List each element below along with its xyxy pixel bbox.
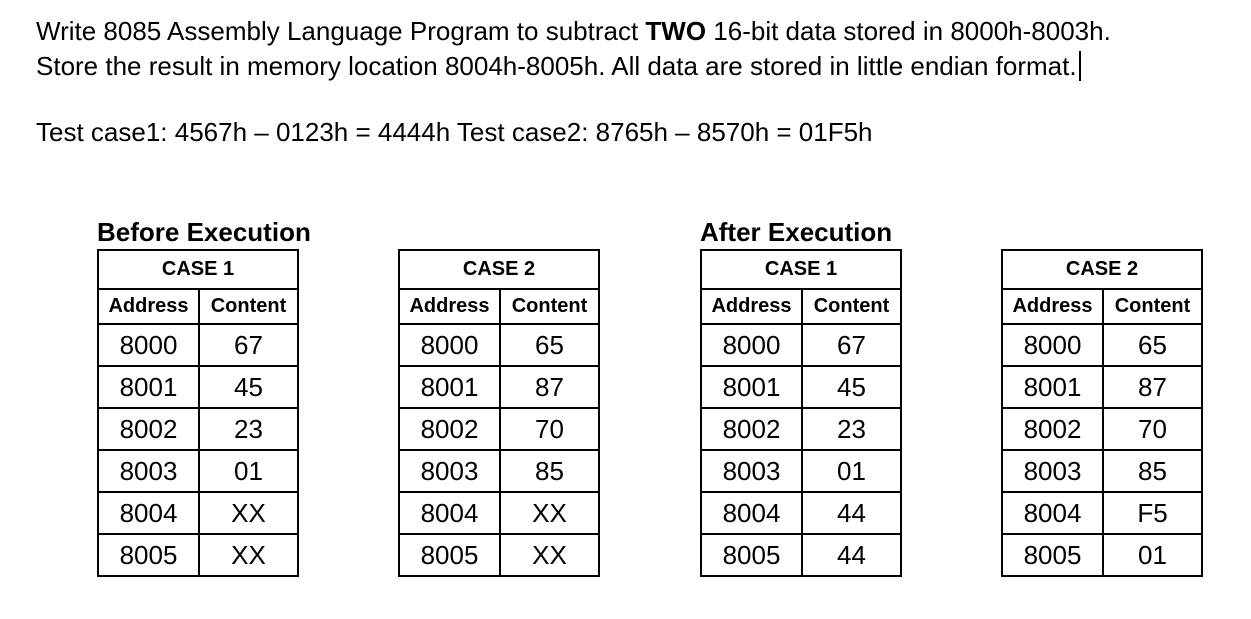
column-header-address: Address [399, 289, 500, 324]
content-cell: 85 [500, 450, 599, 492]
address-cell: 8001 [399, 366, 500, 408]
test-cases-line: Test case1: 4567h – 0123h = 4444h Test case2: 8765h – 8570h = 01F5h [36, 117, 873, 147]
problem-text-before: Write 8085 Assembly Language Program to subtract [36, 16, 646, 46]
address-cell: 8004 [701, 492, 802, 534]
table-row [98, 450, 298, 492]
address-cell: 8003 [98, 450, 199, 492]
table-row [1002, 534, 1202, 576]
address-cell: 8004 [399, 492, 500, 534]
table-row [701, 324, 901, 366]
content-cell: 70 [1103, 408, 1202, 450]
problem-text-emphasis: TWO [645, 16, 707, 46]
table-row [98, 408, 298, 450]
heading-after-execution: After Execution [700, 217, 893, 247]
address-cell: 8002 [701, 408, 802, 450]
table-row [98, 534, 298, 576]
content-cell: 45 [199, 366, 298, 408]
content-cell: 23 [199, 408, 298, 450]
content-cell: 67 [802, 324, 901, 366]
table-row [399, 492, 599, 534]
column-header-address: Address [1002, 289, 1103, 324]
address-cell: 8001 [701, 366, 802, 408]
table-row [399, 324, 599, 366]
table-row [399, 408, 599, 450]
memory-table-before-case-2 [398, 249, 600, 577]
table-row [701, 534, 901, 576]
content-cell: 44 [802, 492, 901, 534]
table-row [1002, 366, 1202, 408]
memory-table-before-case-1 [97, 249, 299, 577]
memory-table-after-case-2 [1001, 249, 1203, 577]
heading-before-execution: Before Execution [97, 217, 311, 247]
content-cell: 45 [802, 366, 901, 408]
address-cell: 8001 [98, 366, 199, 408]
table-case-title: CASE 2 [399, 250, 599, 289]
table-case-title: CASE 1 [98, 250, 298, 289]
table-row [98, 492, 298, 534]
table-row [701, 366, 901, 408]
address-cell: 8000 [98, 324, 199, 366]
table-case-title: CASE 1 [701, 250, 901, 289]
content-cell: XX [199, 492, 298, 534]
table-row [701, 450, 901, 492]
address-cell: 8002 [399, 408, 500, 450]
table-row [1002, 492, 1202, 534]
column-header-address: Address [98, 289, 199, 324]
problem-text-line-2: Store the result in memory location 8004h-8005h. All data are stored in little endian format. [36, 51, 1077, 81]
address-cell: 8002 [1002, 408, 1103, 450]
address-cell: 8005 [98, 534, 199, 576]
content-cell: XX [500, 534, 599, 576]
table-row [98, 366, 298, 408]
content-cell: 23 [802, 408, 901, 450]
address-cell: 8005 [701, 534, 802, 576]
address-cell: 8003 [701, 450, 802, 492]
address-cell: 8005 [1002, 534, 1103, 576]
content-cell: F5 [1103, 492, 1202, 534]
table-row [701, 492, 901, 534]
content-cell: XX [500, 492, 599, 534]
table-row [1002, 450, 1202, 492]
content-cell: 87 [500, 366, 599, 408]
address-cell: 8000 [1002, 324, 1103, 366]
address-cell: 8003 [1002, 450, 1103, 492]
content-cell: 85 [1103, 450, 1202, 492]
address-cell: 8004 [98, 492, 199, 534]
content-cell: 01 [802, 450, 901, 492]
content-cell: 01 [1103, 534, 1202, 576]
address-cell: 8001 [1002, 366, 1103, 408]
column-header-content: Content [199, 289, 298, 324]
content-cell: XX [199, 534, 298, 576]
address-cell: 8000 [399, 324, 500, 366]
content-cell: 87 [1103, 366, 1202, 408]
content-cell: 65 [1103, 324, 1202, 366]
table-row [1002, 408, 1202, 450]
content-cell: 67 [199, 324, 298, 366]
memory-table-after-case-1 [700, 249, 902, 577]
table-row [399, 534, 599, 576]
address-cell: 8000 [701, 324, 802, 366]
address-cell: 8004 [1002, 492, 1103, 534]
content-cell: 70 [500, 408, 599, 450]
address-cell: 8003 [399, 450, 500, 492]
content-cell: 44 [802, 534, 901, 576]
content-cell: 01 [199, 450, 298, 492]
column-header-content: Content [1103, 289, 1202, 324]
column-header-address: Address [701, 289, 802, 324]
problem-statement-line-2 [36, 50, 1081, 82]
problem-text-after: 16-bit data stored in 8000h-8003h. [706, 16, 1111, 46]
problem-statement-line-1 [36, 15, 1111, 47]
column-header-content: Content [802, 289, 901, 324]
address-cell: 8005 [399, 534, 500, 576]
table-row [1002, 324, 1202, 366]
text-cursor [1079, 51, 1081, 81]
table-row [98, 324, 298, 366]
table-row [399, 450, 599, 492]
content-cell: 65 [500, 324, 599, 366]
table-row [399, 366, 599, 408]
table-case-title: CASE 2 [1002, 250, 1202, 289]
address-cell: 8002 [98, 408, 199, 450]
column-header-content: Content [500, 289, 599, 324]
table-row [701, 408, 901, 450]
